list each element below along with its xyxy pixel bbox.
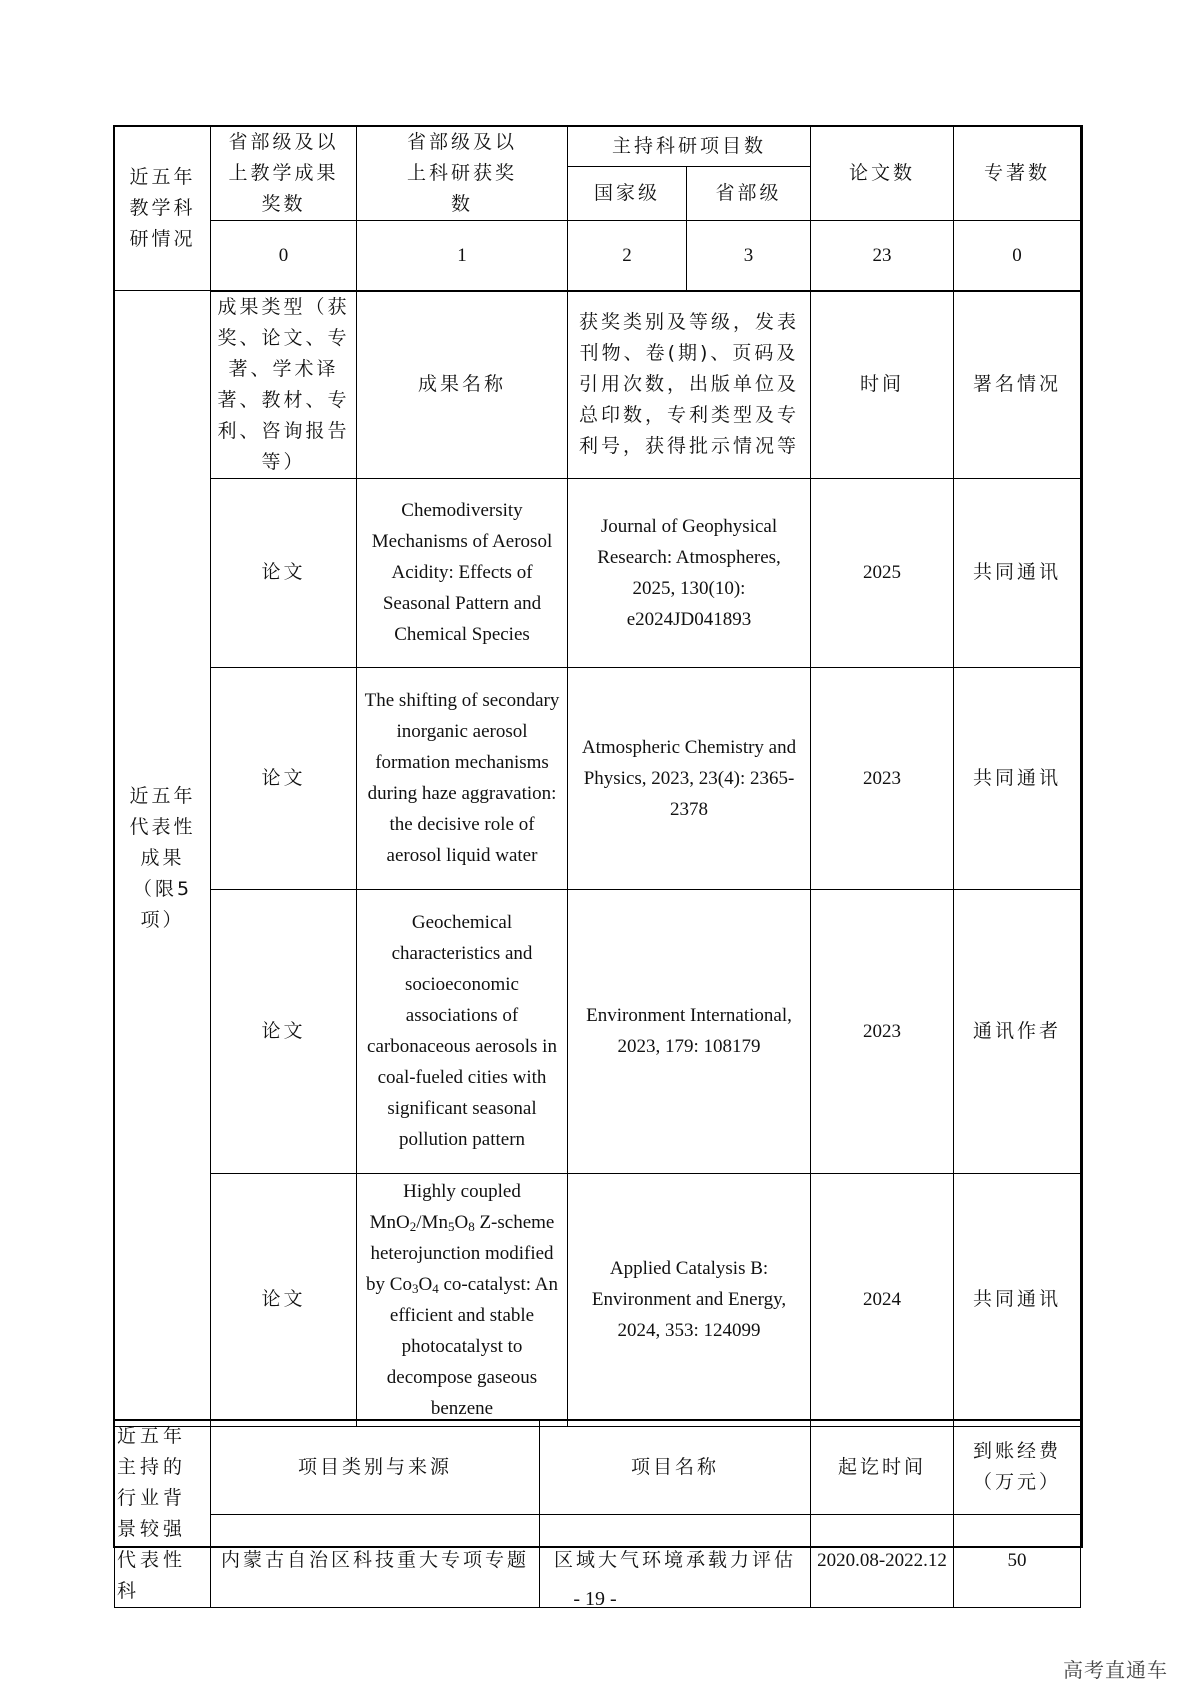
- achievement-authorship: 通讯作者: [954, 889, 1081, 1173]
- achievement-time: 2023: [811, 889, 954, 1173]
- achievement-detail: Atmospheric Chemistry and Physics, 2023, 23(4): 2365-2378: [568, 667, 811, 889]
- achievement-authorship: 共同通讯: [954, 478, 1081, 667]
- books-value: 0: [954, 221, 1081, 291]
- name-text: O: [418, 1273, 433, 1295]
- subscript: 2: [409, 1218, 417, 1234]
- project-funding: 50: [954, 1514, 1081, 1607]
- achievement-detail: Journal of Geophysical Research: Atmospheres, 2025, 130(10): e2024JD041893: [568, 478, 811, 667]
- name-text: /Mn: [416, 1211, 448, 1233]
- teaching-awards-value: 0: [211, 221, 357, 291]
- achievement-time: 2024: [811, 1173, 954, 1426]
- research-awards-value: 1: [357, 221, 568, 291]
- projects-group-header: 主持科研项目数: [568, 127, 811, 167]
- subscript: 5: [447, 1218, 455, 1234]
- project-category-header: 项目类别与来源: [211, 1420, 540, 1514]
- project-period: 2020.08-2022.12: [811, 1514, 954, 1607]
- achievement-name: Chemodiversity Mechanisms of Aerosol Acidity: Effects of Seasonal Pattern and Chemical Species: [357, 478, 568, 667]
- achievement-detail: Applied Catalysis B: Environment and Energy, 2024, 353: 124099: [568, 1173, 811, 1426]
- achievement-row: [115, 889, 1081, 1173]
- provincial-header: 省部级: [687, 166, 811, 220]
- project-name: 区域大气环境承载力评估: [540, 1514, 811, 1607]
- achievement-authorship: 共同通讯: [954, 1173, 1081, 1426]
- achievement-detail: Environment International, 2023, 179: 108179: [568, 889, 811, 1173]
- achievement-name-header: 成果名称: [357, 291, 568, 479]
- achievement-type: 论文: [211, 1173, 357, 1426]
- achievement-name: The shifting of secondary inorganic aerosol formation mechanisms during haze aggravation: the decisive role of aerosol liquid water: [357, 667, 568, 889]
- project-funding-header: 到账经费（万元）: [954, 1420, 1081, 1514]
- page-number: - 19 -: [573, 1588, 617, 1610]
- teaching-awards-header: 省部级及以上教学成果奖数: [211, 127, 357, 221]
- name-text: O: [454, 1211, 469, 1233]
- summary-row-label: 近五年教学科研情况: [115, 127, 211, 291]
- research-awards-header: 省部级及以上科研获奖数: [357, 127, 568, 221]
- books-header: 专著数: [954, 127, 1081, 221]
- achievement-time: 2023: [811, 667, 954, 889]
- name-text: Highly coupled MnO: [369, 1180, 521, 1233]
- achievement-type-header: 成果类型（获奖、论文、专著、学术译著、教材、专利、咨询报告等）: [211, 291, 357, 479]
- name-text: co-catalyst: An efficient and stable photocatalyst to decompose gaseous benzene: [386, 1273, 558, 1419]
- achievement-row: [115, 1173, 1081, 1426]
- project-name-header: 项目名称: [540, 1420, 811, 1514]
- achievement-time: 2025: [811, 478, 954, 667]
- national-header: 国家级: [568, 166, 687, 220]
- achievement-row: [115, 478, 1081, 667]
- papers-header: 论文数: [811, 127, 954, 221]
- achievement-name: [357, 1173, 568, 1426]
- achievement-authorship: 共同通讯: [954, 667, 1081, 889]
- achievement-name: Geochemical characteristics and socioeconomic associations of carbonaceous aerosols in coal-fueled cities with significant seasonal pollution pattern: [357, 889, 568, 1173]
- papers-value: 23: [811, 221, 954, 291]
- achievement-row: [115, 667, 1081, 889]
- achievements-row-label: 近五年代表性成果（限5项）: [115, 291, 211, 1427]
- national-value: 2: [568, 221, 687, 291]
- achievement-authorship-header: 署名情况: [954, 291, 1081, 479]
- subscript: 8: [468, 1218, 475, 1234]
- achievement-type: 论文: [211, 667, 357, 889]
- subscript: 4: [432, 1280, 439, 1296]
- projects-table: [114, 1419, 1081, 1608]
- research-summary-table: [114, 126, 1081, 1427]
- subscript: 3: [411, 1280, 419, 1296]
- project-period-header: 起讫时间: [811, 1420, 954, 1514]
- project-category: 内蒙古自治区科技重大专项专题: [211, 1514, 540, 1607]
- name-text: Z-scheme heterojunction modified by Co: [366, 1211, 555, 1295]
- provincial-value: 3: [687, 221, 811, 291]
- achievement-time-header: 时间: [811, 291, 954, 479]
- watermark: 高考直通车: [1063, 1658, 1168, 1682]
- achievement-type: 论文: [211, 478, 357, 667]
- projects-row-label: 近五年主持的行业背景较强代表性科: [115, 1420, 211, 1608]
- achievement-detail-header: 获奖类别及等级，发表刊物、卷(期)、页码及引用次数，出版单位及总印数，专利类型及专利号，获得批示情况等: [568, 291, 811, 479]
- achievement-type: 论文: [211, 889, 357, 1173]
